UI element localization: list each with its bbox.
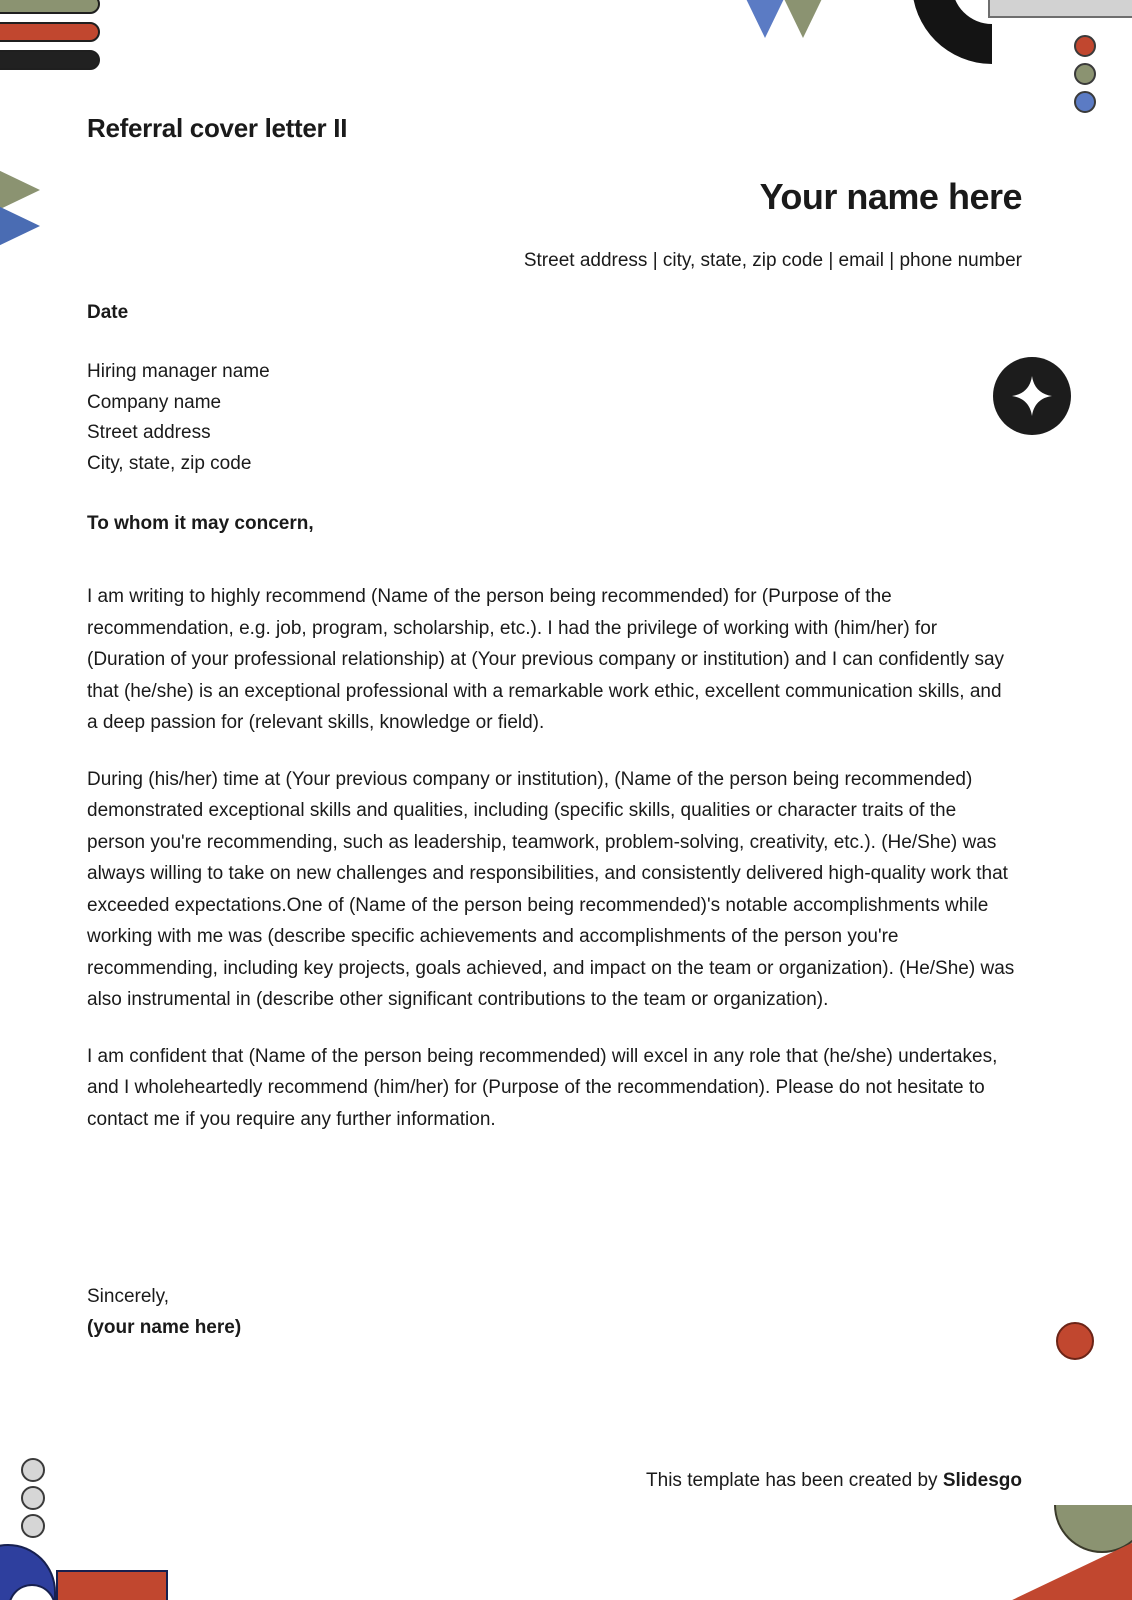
- footer-credit: [646, 1470, 1022, 1492]
- closing-block: [87, 1281, 241, 1343]
- footer-credit-text: This template has been created by: [646, 1470, 943, 1491]
- sender-contact-line: Street address | city, state, zip code | email | phone number: [523, 250, 1022, 271]
- decor-dot-gray-2: [21, 1486, 45, 1510]
- date-label: Date: [87, 302, 129, 323]
- recipient-line-3: Street address: [87, 422, 211, 443]
- body-paragraph-3: I am confident that (Name of the person being recommended) will excel in any role that (he/she) undertakes, and I wholeheartedly recommend (him/her) for (Purpose of the recommendation). Please do not hesitate to contact me if you require any further information.: [87, 1045, 998, 1130]
- decor-triangle-blue-top: [735, 0, 795, 38]
- decor-quarter-circle-black: [912, 0, 992, 64]
- body-paragraph-2: During (his/her) time at (Your previous company or institution), (Name of the person being recommended) demonstrated exceptional skills and qualities, including (specific skills, qualities or character traits of the person you're recommending, such as leadership, teamwork, problem-solving, creativity, etc.). (He/She) was always willing to take on new challenges and responsibilities, and consistently delivered high-quality work that exceeded expectations.One of (Name of the person being recommended)'s notable accomplishments while working with me was (describe specific achievements and accomplishments of the person you're recommending, including key projects, goals achieved, and impact on the team or organization). (He/She) was also instrumental in (describe other significant contributions to the team or organization).: [87, 768, 1015, 1010]
- decor-triangle-blue-left: [0, 204, 40, 248]
- decor-quarter-circle-blue-notch: [8, 1584, 56, 1600]
- decor-circle-red-lower-right: [1056, 1322, 1094, 1360]
- closing-line: Sincerely,: [87, 1286, 170, 1307]
- recipient-line-4: City, state, zip code: [87, 452, 252, 474]
- salutation: To whom it may concern,: [87, 513, 314, 534]
- decor-dot-gray-3: [21, 1514, 45, 1538]
- decor-dot-gray-1: [21, 1458, 45, 1482]
- decor-triangle-olive-left: [0, 168, 40, 212]
- footer-brand: Slidesgo: [942, 1470, 1022, 1491]
- decor-quarter-circle-blue: [0, 1544, 56, 1600]
- decor-dot-red-top-right: [1074, 35, 1096, 57]
- decor-bar-gray-top-right: [988, 0, 1132, 18]
- decor-bar-red-bottom-left: [56, 1570, 168, 1600]
- decor-bar-red-top-left: [0, 22, 100, 42]
- decor-bar-black-top-left: [0, 50, 100, 70]
- page-title: Referral cover letter II: [87, 113, 348, 143]
- decor-triangle-red-bottom-right: [1008, 1540, 1132, 1600]
- sparkle-icon: [1010, 374, 1054, 418]
- sender-name-heading: Your name here: [759, 176, 1022, 217]
- signature-name: (your name here): [87, 1317, 242, 1338]
- sparkle-badge: [993, 357, 1071, 435]
- decor-dot-olive-top-right: [1074, 63, 1096, 85]
- decor-dot-blue-top-right: [1074, 91, 1096, 113]
- decor-bar-olive-top-left: [0, 0, 100, 14]
- decor-quarter-circle-notch: [952, 0, 992, 24]
- decor-half-circle-olive-bottom-right: [1054, 1505, 1132, 1553]
- recipient-line-1: Hiring manager name: [87, 361, 270, 382]
- letter-body: [87, 581, 1017, 1135]
- body-paragraph-1: I am writing to highly recommend (Name of the person being recommended) for (Purpose of the recommendation, e.g. job, program, scholarship, etc.). I had the privilege of working with (him/her) for (Duration of your professional relationship) at (Your previous company or institution) and I can confidently say that (he/she) is an exceptional professional with a remarkable work ethic, excellent communication skills, and a deep passion for (relevant skills, knowledge or field).: [87, 586, 1005, 733]
- recipient-line-2: Company name: [87, 391, 222, 413]
- recipient-block: [87, 357, 270, 479]
- decor-triangle-olive-top: [773, 0, 833, 38]
